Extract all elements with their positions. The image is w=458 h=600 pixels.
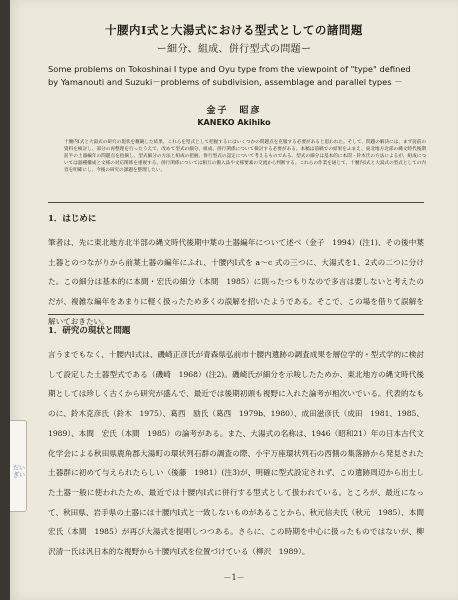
english-title-line-1: Some problems on Tokoshinai Ⅰ type and Oyu type from the viewpoint of "type" defined [48,64,411,74]
author-english: KANEKO Akihiko [197,118,271,127]
scrap-scribble: だいぎい [13,465,26,479]
author-japanese: 金子 昭彦 [206,106,262,116]
abstract: 十腰内Ⅰ式と大湯式の研究の現状を概観した結果、これらを型式として把握するにはいくつかの問題点を克服する必要があると思われた。そして、問題の解決には、まず従前の資料を検討し、部分の再整理を行ったうえで、改めて型式の細分、組成、併行関係について検討する必要がある。本稿は前稿での結果をふまえ、東北地方北部の縄文時代後期前半の土器編年の問題点を指摘し、型式細分の方法と組成の把握、併行型式の認定について考えるものである。型式の細分は基本的に本間・鈴木氏の方法によるが、組成については器種構成と文様の対応関係を重視する。併行関係については相互の搬入品や文様要素の交流から判断する。これらの作業を通じて、十腰内Ⅰ式と大湯式の型式としての内容を明確にし、今後の研究の課題を整理したい。 [64,140,426,174]
page-number: －1－ [223,573,245,582]
intro-paragraph: 筆者は、先に東北地方北半部の縄文時代後期中葉の土器編年について述べ（金子 1994）(注1)、その後中葉土器とのつながりから前葉土器の編年にふれ、十腰内Ⅰ式を a～c 式の三つに、大湯式を1、2式の二つに分けた。この細分は基本的に本間・宏氏の細分（本間 1985）に則ったつもりなので多言は要しないと考えたのだが、複雑な編年をあまりに軽く扱ったため多くの誤解を招いたようである。そこで、この場を借りて誤解を解いておきたい。 [48,238,424,326]
section-divider [48,202,424,203]
section-divider [48,314,424,315]
japanese-title: 十腰内Ⅰ式と大湯式における型式としての諸問題 [105,23,363,37]
research-paragraph: 言うまでもなく、十腰内Ⅰ式は、磯崎正彦氏が青森県弘前市十腰内遺跡の調査成果を層位学的・型式学的に検討して設定した土器型式である（磯崎 1968）(注2)。磯崎氏が細分を示唆したためか、東北地方の縄文時代後期としては珍しく古くから研究が盛んで、最近では後期初頭も視野に入れた論考が相次いでいる。代表的なものに、鈴木克彦氏（鈴木 1975）、葛西 励氏（葛西 1979b、1980）、成田滋彦氏（成田 1981、1985、1989）、本間 宏氏（本間 1985）の論考がある。また、大湯式の名称は、1946（昭和21）年の日本古代文化学会による秋田県鹿角郡大湯町の環状列石群の調査の際、小宇万座環状列石の西側の集落跡から発見された土器群に初めて与えられたらしい（後藤 1981）(注3)が、明確に型式設定されず、この遺跡周辺から出土した土器一般に使われたため、最近では十腰内Ⅰ式に併行する型式として扱われている。ところが、最近になって、秋田県、岩手県の土器には十腰内Ⅰ式と一致しないものがあることから、秋元信夫氏（秋元 1985）、本間 宏氏（本間 1985）が再び大湯式を提唱しつつある。さらに、この時期を中心に扱ったものではないが、柳沢清一氏は汎日本的な視野から十腰内Ⅰ式を位置づけている（柳沢 1989）。 [48,350,432,557]
section-heading-intro: 1．はじめに [48,214,97,224]
paper-page [10,0,458,600]
japanese-subtitle: ー細分、組成、併行型式の問題ー [156,44,312,55]
sticky-note-scrap [10,420,27,512]
english-title-line-2: by Yamanouti and Suzuki－problems of subdivision, assemblage and parallel types － [48,77,403,87]
section-heading-research: 1．研究の現状と問題 [48,326,131,336]
